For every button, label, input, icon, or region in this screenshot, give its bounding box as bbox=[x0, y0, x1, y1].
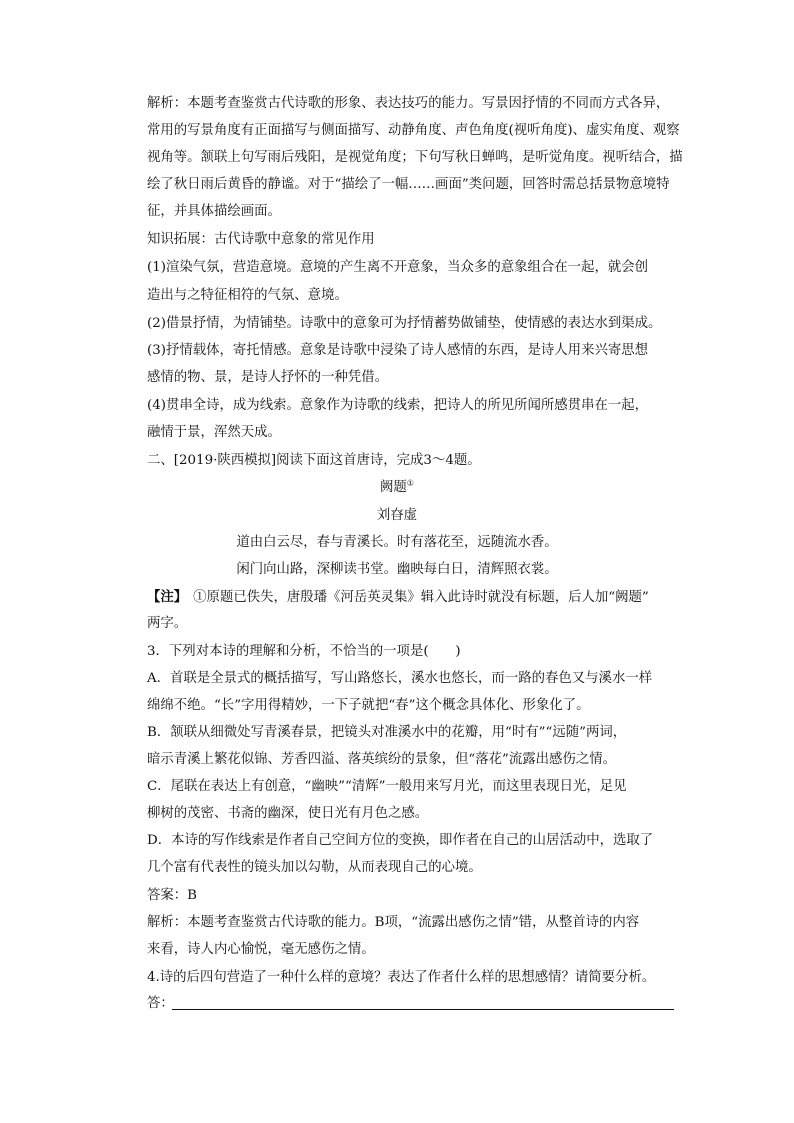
knowledge-item: 感情的物、景，是诗人抒怀的一种凭借。 bbox=[147, 370, 389, 385]
poem-title bbox=[0, 478, 794, 498]
knowledge-item: 融情于景，浑然天成。 bbox=[147, 425, 281, 440]
option-b-line: 暗示青溪上繁花似锦、芳香四溢、落英缤纷的景象，但“落花”流露出感伤之情。 bbox=[147, 752, 616, 767]
answer-4-label: 答： bbox=[147, 996, 174, 1011]
answer-3: 答案：B bbox=[147, 888, 198, 903]
analysis-1-line: 绘了秋日雨后黄昏的静谧。对于“描绘了一幅……画面”类问题，回答时需总括景物意境特 bbox=[147, 177, 670, 192]
question-4: 4.诗的后四句营造了一种什么样的意境？表达了作者什么样的思想感情？请简要分析。 bbox=[147, 970, 656, 985]
option-d-line: 几个富有代表性的镜头加以勾勒，从而表现自己的心境。 bbox=[147, 860, 482, 875]
knowledge-item: (4)贯串全诗，成为线索。意象作为诗歌的线索，把诗人的所见所闻所感贯串在一起， bbox=[147, 398, 649, 413]
analysis-1-line: 解析：本题考查鉴赏古代诗歌的形象、表达技巧的能力。写景因抒情的不同而方式各异， bbox=[147, 96, 670, 111]
question-3: 3．下列对本诗的理解和分析，不恰当的一项是( ) bbox=[147, 644, 461, 659]
analysis-1-line: 征，并具体描绘画面。 bbox=[147, 204, 281, 219]
knowledge-title: 知识拓展：古代诗歌中意象的常见作用 bbox=[147, 232, 375, 247]
option-c-line: 柳树的茂密、书斋的幽深，使日光有月色之感。 bbox=[147, 806, 429, 821]
analysis-1-line: 常用的写景角度有正面描写与侧面描写、动静角度、声色角度(视听角度)、虚实角度、观察 bbox=[147, 123, 680, 138]
analysis-3-line: 来看，诗人内心愉悦，毫无感伤之情。 bbox=[147, 942, 375, 957]
analysis-1-line: 视角等。颔联上句写雨后残阳，是视觉角度；下句写秋日蝉鸣，是听觉角度。视听结合，描 bbox=[147, 150, 683, 165]
note bbox=[147, 587, 649, 608]
note-label: 【注】 bbox=[147, 589, 188, 605]
analysis-3-line: 解析：本题考查鉴赏古代诗歌的能力。B项，“流露出感伤之情”错，从整首诗的内容 bbox=[147, 915, 640, 930]
note-text: ①原题已佚失，唐殷璠《河岳英灵集》辑入此诗时就没有标题，后人加“阙题” bbox=[193, 590, 649, 605]
option-b-line: B．颔联从细微处写青溪春景，把镜头对准溪水中的花瓣，用“时有”“远随”两词， bbox=[147, 725, 627, 740]
section-2-intro: 二、[2019·陕西模拟]阅读下面这首唐诗，完成3～4题。 bbox=[147, 453, 481, 468]
poem-title-note: ① bbox=[406, 478, 414, 488]
poem-author: 刘昚虚 bbox=[376, 508, 418, 523]
knowledge-item: 造出与之特征相符的气氛、意境。 bbox=[147, 288, 348, 303]
knowledge-item: (3)抒情载体，寄托情感。意象是诗歌中浸染了诗人感情的东西，是诗人用来兴寄思想 bbox=[147, 343, 649, 358]
knowledge-item: (1)渲染气氛，营造意境。意境的产生离不开意象，当众多的意象组合在一起，就会创 bbox=[147, 260, 649, 275]
knowledge-item: (2)借景抒情，为情铺垫。诗歌中的意象可为抒情蓄势做铺垫，使情感的表达水到渠成。 bbox=[147, 316, 662, 331]
poem-line: 道由白云尽，春与青溪长。时有落花至，远随流水香。 bbox=[236, 535, 558, 550]
note-text-2: 两字。 bbox=[147, 616, 188, 631]
poem-title-text: 阙题 bbox=[380, 480, 407, 495]
option-d-line: D．本诗的写作线索是作者自己空间方位的变换，即作者在自己的山居活动中，选取了 bbox=[147, 833, 654, 848]
option-a-line: 绵绵不绝。“长”字用得精妙，一下子就把“春”这个概念具体化、形象化了。 bbox=[147, 698, 590, 713]
option-c-line: C．尾联在表达上有创意，“幽映”“清辉”一般用来写月光，而这里表现日光，足见 bbox=[147, 779, 627, 794]
answer-4-input-line[interactable] bbox=[172, 1009, 674, 1010]
poem-line: 闲门向山路，深柳读书堂。幽映每白日，清辉照衣裳。 bbox=[236, 562, 558, 577]
option-a-line: A．首联是全景式的概括描写，写山路悠长，溪水也悠长，而一路的春色又与溪水一样 bbox=[147, 671, 653, 686]
